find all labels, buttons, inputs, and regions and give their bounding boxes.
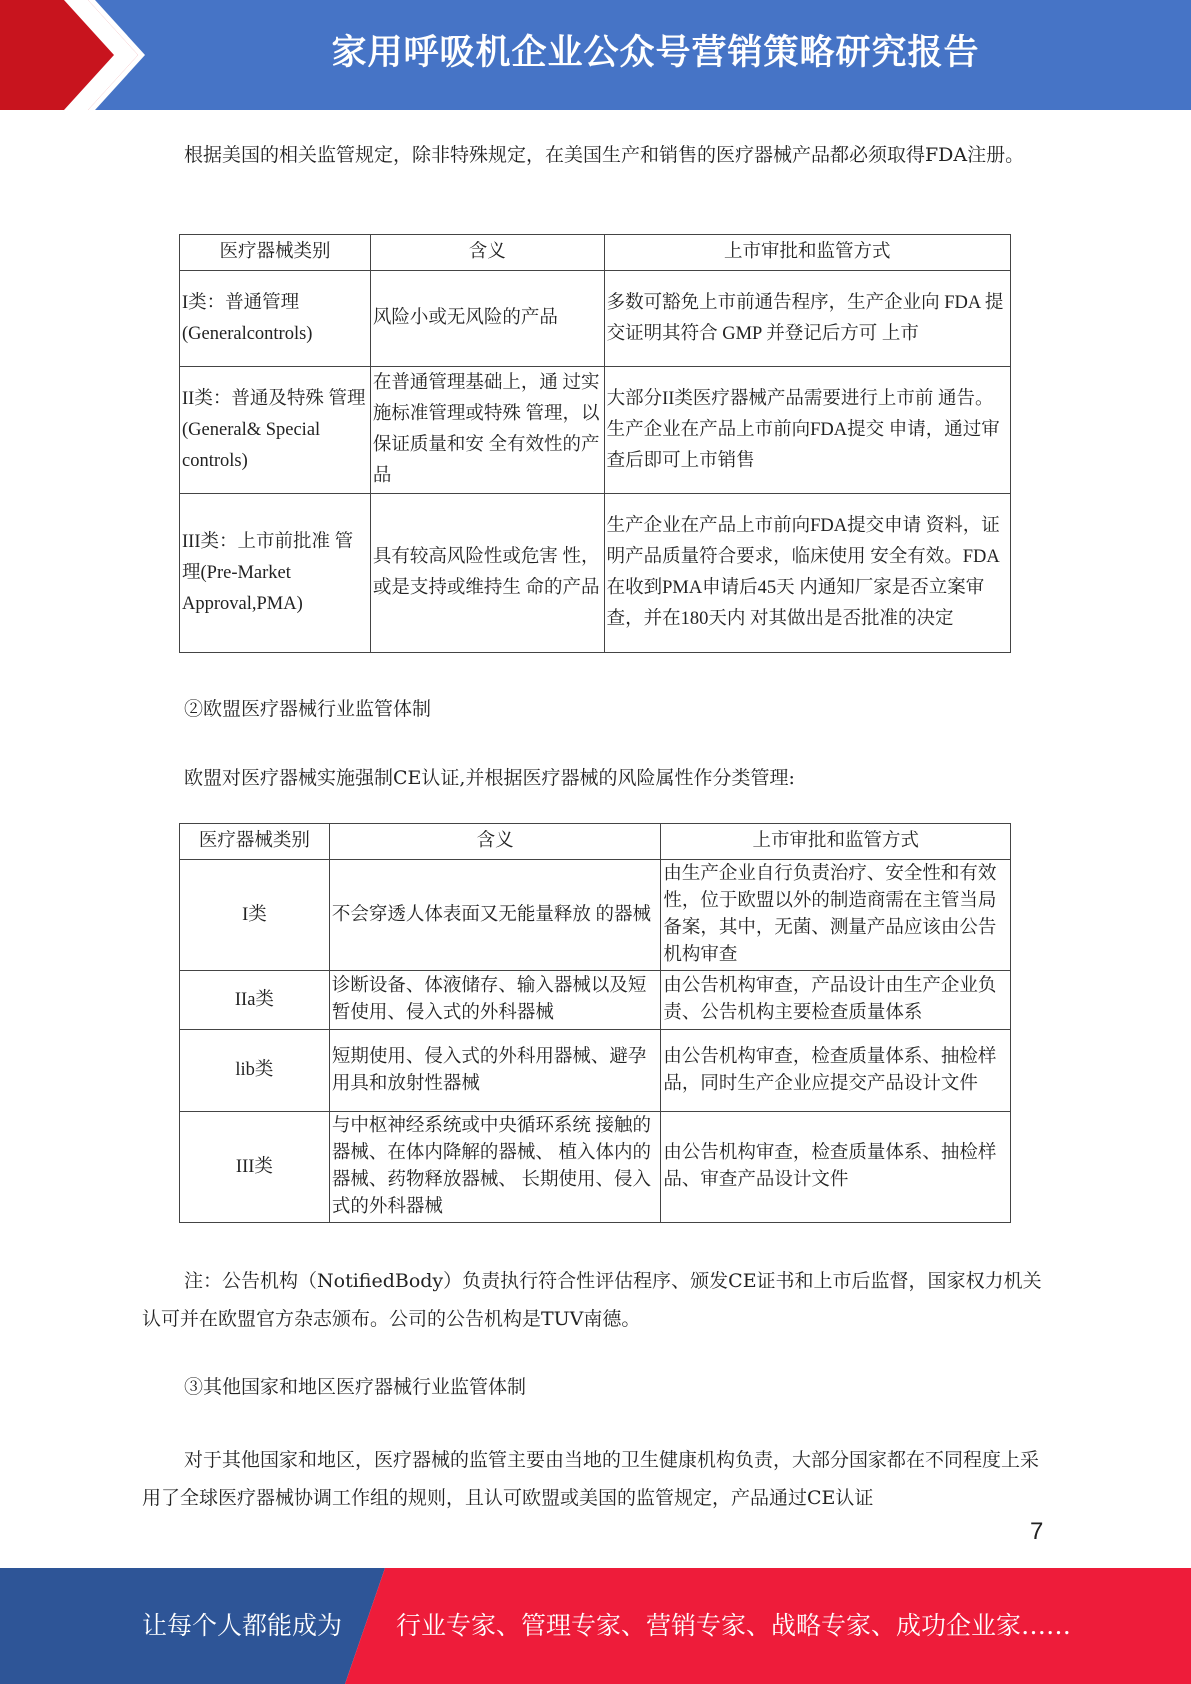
meaning-cell: 具有较高风险性或危害 性，或是支持或维持生 命的产品 (370, 494, 604, 653)
table-row (180, 271, 1011, 367)
eu-regulation-table (179, 823, 1011, 1223)
table-row (180, 1112, 1011, 1223)
eu-section-heading: ②欧盟医疗器械行业监管体制 (184, 698, 432, 720)
meaning-cell: 在普通管理基础上，通 过实施标准管理或特殊 管理，以保证质量和安 全有效性的产品 (370, 367, 604, 494)
category-cell: IIa类 (180, 971, 330, 1030)
document-title: 家用呼吸机企业公众号营销策略研究报告 (331, 33, 980, 73)
category-cell: lib类 (180, 1030, 330, 1112)
page-number: 7 (1030, 1518, 1044, 1545)
column-header: 上市审批和监管方式 (604, 235, 1010, 271)
meaning-cell: 风险小或无风险的产品 (370, 271, 604, 367)
table-header-row (180, 824, 1011, 860)
meaning-cell: 诊断设备、体液储存、输入器械以及短暂使用、侵入式的外科器械 (329, 971, 661, 1030)
other-paragraph: 对于其他国家和地区，医疗器械的监管主要由当地的卫生健康机构负责，大部分国家都在不同程度上采用了全球医疗器械协调工作组的规则，且认可欧盟或美国的监管规定，产品通过CE认证 (142, 1449, 1040, 1509)
meaning-cell: 不会穿透人体表面又无能量释放 的器械 (329, 860, 661, 971)
column-header: 含义 (329, 824, 661, 860)
approval-cell: 由公告机构审查，产品设计由生产企业负责、公告机构主要检查质量体系 (661, 971, 1011, 1030)
table-header-row (180, 235, 1011, 271)
table-row (180, 494, 1011, 653)
meaning-cell: 与中枢神经系统或中央循环系统 接触的器械、在体内降解的器械、 植入体内的器械、药物释放器械、 长期使用、侵入式的外科器械 (329, 1112, 661, 1223)
table-row (180, 860, 1011, 971)
column-header: 含义 (370, 235, 604, 271)
column-header: 上市审批和监管方式 (661, 824, 1011, 860)
other-section-heading: ③其他国家和地区医疗器械行业监管体制 (184, 1376, 527, 1398)
page-header (0, 0, 1191, 110)
category-cell: I类 (180, 860, 330, 971)
intro-paragraph: 根据美国的相关监管规定，除非特殊规定，在美国生产和销售的医疗器械产品都必须取得FDA注册。 (184, 144, 1025, 166)
approval-cell: 大部分II类医疗器械产品需要进行上市前 通告。生产企业在产品上市前向FDA提交 申请，通过审查后即可上市销售 (604, 367, 1010, 494)
category-cell: I类：普通管理 (Generalcontrols) (180, 271, 371, 367)
table-row (180, 367, 1011, 494)
column-header: 医疗器械类别 (180, 235, 371, 271)
meaning-cell: 短期使用、侵入式的外科用器械、避孕用具和放射性器械 (329, 1030, 661, 1112)
column-header: 医疗器械类别 (180, 824, 330, 860)
category-cell: III类：上市前批准 管理(Pre-Market Approval,PMA) (180, 494, 371, 653)
approval-cell: 生产企业在产品上市前向FDA提交申请 资料，证明产品质量符合要求，临床使用 安全有效。FDA在收到PMA申请后45天 内通知厂家是否立案审查，并在180天内 对其做出是否批准的决定 (604, 494, 1010, 653)
approval-cell: 由生产企业自行负责治疗、安全性和有效性，位于欧盟以外的制造商需在主管当局备案，其中，无菌、测量产品应该由公告机构审查 (661, 860, 1011, 971)
footer-slogan-left: 让每个人都能成为 (142, 1611, 343, 1640)
approval-cell: 由公告机构审查，检查质量体系、抽检样品、审查产品设计文件 (661, 1112, 1011, 1223)
category-cell: II类：普通及特殊 管理(General& Special controls) (180, 367, 371, 494)
table-row (180, 971, 1011, 1030)
header-chevron-icon (0, 0, 160, 110)
approval-cell: 多数可豁免上市前通告程序，生产企业向 FDA 提交证明其符合 GMP 并登记后方可 上市 (604, 271, 1010, 367)
table-row (180, 1030, 1011, 1112)
us-regulation-table (179, 234, 1011, 653)
approval-cell: 由公告机构审查，检查质量体系、抽检样品，同时生产企业应提交产品设计文件 (661, 1030, 1011, 1112)
page-footer (0, 1568, 1191, 1684)
footer-slogan-right: 行业专家、管理专家、营销专家、战略专家、成功企业家…… (396, 1611, 1072, 1640)
eu-intro: 欧盟对医疗器械实施强制CE认证,并根据医疗器械的风险属性作分类管理: (184, 767, 795, 789)
note-paragraph: 注：公告机构（NotifiedBody）负责执行符合性评估程序、颁发CE证书和上市后监督，国家权力机关认可并在欧盟官方杂志颁布。公司的公告机构是TUV南德。 (142, 1270, 1042, 1330)
category-cell: III类 (180, 1112, 330, 1223)
